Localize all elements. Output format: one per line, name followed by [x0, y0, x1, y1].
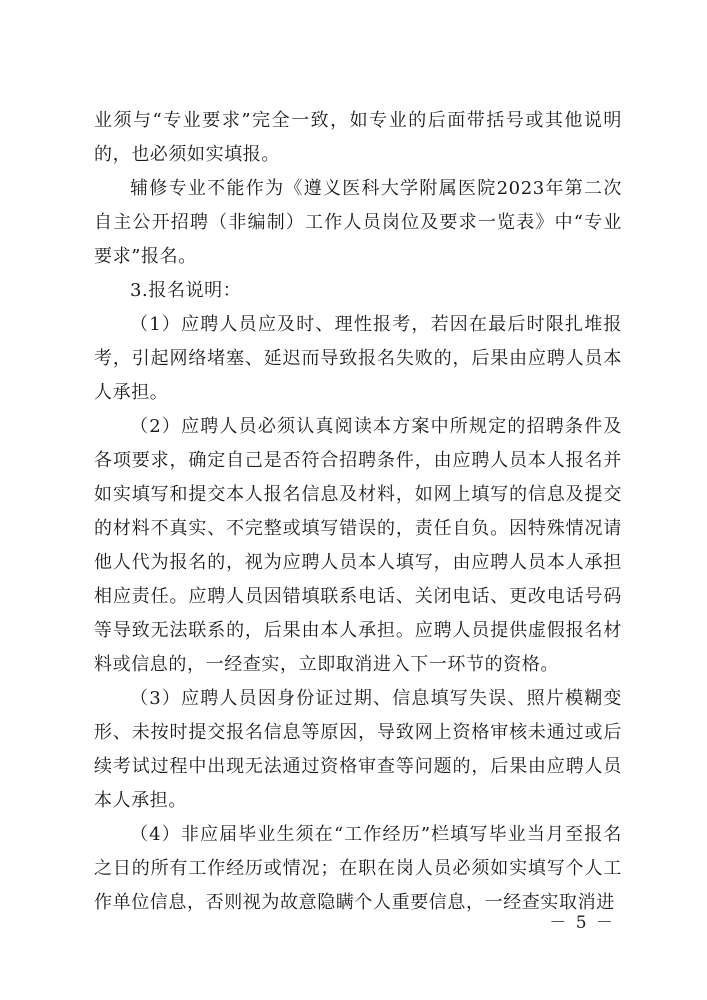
paragraph-continuation: 业须与“专业要求”完全一致，如专业的后面带括号或其他说明的，也必须如实填报。: [94, 110, 622, 165]
paragraph-item-3: （3）应聘人员因身份证过期、信息填写失误、照片模糊变形、未按时提交报名信息等原因，导致网上资格审核未通过或后续考试过程中出现无法通过资格审查等问题的，后果由应聘人员本人承担。: [94, 688, 622, 811]
paragraph-item-2: （2）应聘人员必须认真阅读本方案中所规定的招聘条件及各项要求，确定自己是否符合招聘条件，由应聘人员本人报名并如实填写和提交本人报名信息及材料，如网上填写的信息及提交的材料不真实、不完整或填写错误的，责任自负。因特殊情况请他人代为报名的，视为应聘人员本人填写，由应聘人员本人承担相应责任。应聘人员因错填联系电话、关闭电话、更改电话号码等导致无法联系的，后果由本人承担。应聘人员提供虚假报名材料或信息的，一经查实，立即取消进入下一环节的资格。: [94, 416, 622, 675]
section-heading-registration: 3.报名说明：: [130, 280, 242, 301]
body-text: [94, 104, 622, 920]
paragraph-minor-major-note: 辅修专业不能作为《遵义医科大学附属医院2023年第二次自主公开招聘（非编制）工作人员岗位及要求一览表》中“专业要求”报名。: [94, 178, 622, 267]
paragraph-item-1: （1）应聘人员应及时、理性报考，若因在最后时限扎堆报考，引起网络堵塞、延迟而导致报名失败的，后果由应聘人员本人承担。: [94, 314, 622, 403]
paragraph-item-4: （4）非应届毕业生须在“工作经历”栏填写毕业当月至报名之日的所有工作经历或情况；在职在岗人员必须如实填写个人工作单位信息，否则视为故意隐瞒个人重要信息，一经查实取消进: [94, 824, 622, 913]
page-number: － 5 －: [549, 913, 615, 933]
